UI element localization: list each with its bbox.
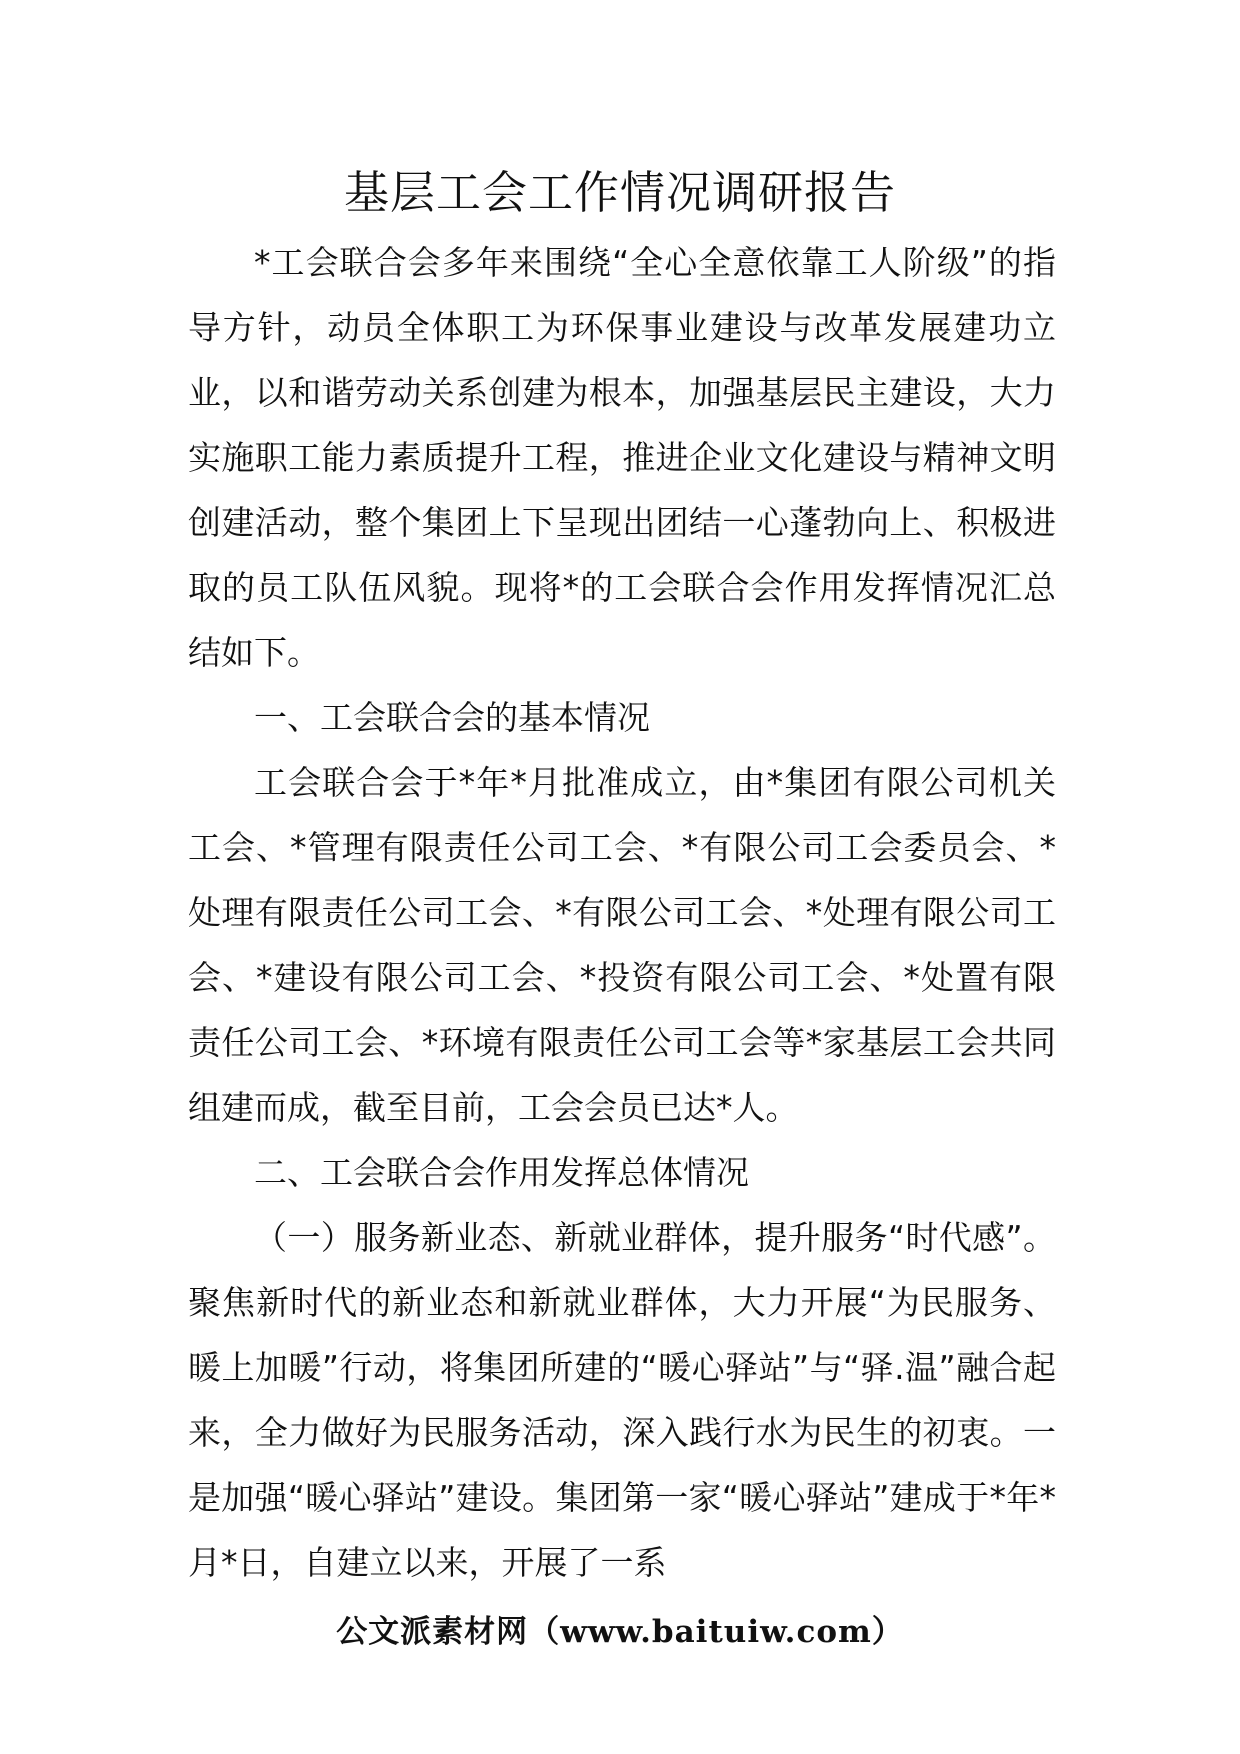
paragraph-intro: *工会联合会多年来围绕“全心全意依靠工人阶级”的指导方针，动员全体职工为环保事业建设与改革发展建功立业，以和谐劳动关系创建为根本，加强基层民主建设，大力实施职工能力素质提升工程，推进企业文化建设与精神文明创建活动，整个集团上下呈现出团结一心蓬勃向上、积极进取的员工队伍风貌。现将*的工会联合会作用发挥情况汇总结如下。	[188, 243, 1056, 672]
section-heading-2: 二、工会联合会作用发挥总体情况	[254, 1153, 749, 1192]
section-heading-1: 一、工会联合会的基本情况	[254, 698, 650, 737]
document-title: 基层工会工作情况调研报告	[343, 166, 896, 219]
paragraph-basic-info: 工会联合会于*年*月批准成立，由*集团有限公司机关工会、*管理有限责任公司工会、*有限公司工会委员会、*处理有限责任公司工会、*有限公司工会、*处理有限公司工会、*建设有限公司工会、*投资有限公司工会、*处置有限责任公司工会、*环境有限责任公司工会等*家基层工会共同组建而成，截至目前，工会会员已达*人。	[188, 763, 1056, 1127]
paragraph-service: （一）服务新业态、新就业群体，提升服务“时代感”。聚焦新时代的新业态和新就业群体，大力开展“为民服务、暖上加暖”行动，将集团所建的“暖心驿站”与“驿.温”融合起来，全力做好为民服务活动，深入践行水为民生的初衷。一是加强“暖心驿站”建设。集团第一家“暖心驿站”建成于*年*月*日，自建立以来，开展了一系	[188, 1218, 1056, 1582]
footer-site-url: （www.baituiw.com）	[528, 1614, 904, 1650]
page-footer	[0, 1612, 1240, 1652]
document-body	[188, 230, 1056, 1595]
footer-site-name: 公文派素材网	[336, 1614, 529, 1650]
